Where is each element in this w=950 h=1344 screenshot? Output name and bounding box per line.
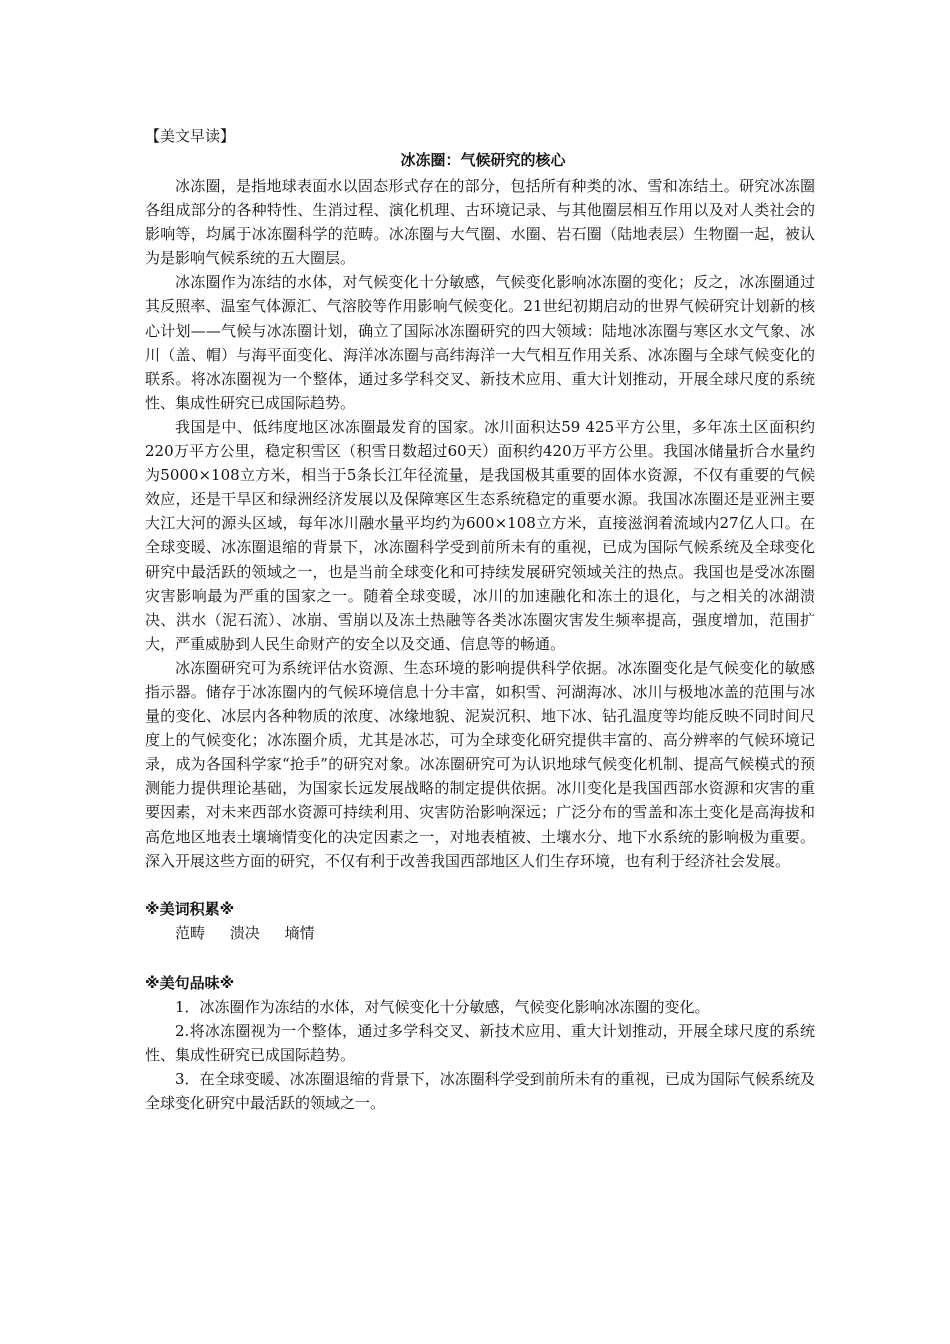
vocabulary-word: 墒情 bbox=[284, 923, 315, 942]
article-paragraph-4: 冰冻圈研究可为系统评估水资源、生态环境的影响提供科学依据。冰冻圈变化是气候变化的敏感指示器。储存于冰冻圈内的气候环境信息十分丰富，如积雪、河湖海冰、冰川与极地冰盖的范围与冰量的变化、冰层内各种物质的浓度、冰缘地貌、泥炭沉积、地下冰、钻孔温度等均能反映不同时间尺度上的气候变化；冰冻圈介质，尤其是冰芯，可为全球变化研究提供丰富的、高分辨率的气候环境记录，成为各国科学家“抢手”的研究对象。冰冻圈研究可为认识地球气候变化机制、提高气候模式的预测能力提供理论基础，为国家长远发展战略的制定提供依据。冰川变化是我国西部水资源和灾害的重要因素，对未来西部水资源可持续利用、灾害防治影响深远；广泛分布的雪盖和冻土变化是高海拔和高危地区地表土壤墒情变化的决定因素之一，对地表植被、土壤水分、地下水系统的影响极为重要。深入开展这些方面的研究，不仅有利于改善我国西部地区人们生存环境，也有利于经济社会发展。 bbox=[145, 658, 815, 870]
document-page bbox=[145, 124, 815, 1115]
vocabulary-list bbox=[145, 921, 815, 945]
article-paragraph-2: 冰冻圈作为冻结的水体，对气候变化十分敏感，气候变化影响冰冻圈的变化；反之，冰冻圈通过其反照率、温室气体源汇、气溶胶等作用影响气候变化。21世纪初期启动的世界气候研究计划新的核心计划——气候与冰冻圈计划，确立了国际冰冻圈研究的四大领域：陆地冰冻圈与寒区水文气象、冰川（盖、帽）与海平面变化、海洋冰冻圈与高纬海洋一大气相互作用关系、冰冻圈与全球气候变化的联系。将冰冻圈视为一个整体，通过多学科交叉、新技术应用、重大计划推动，开展全球尺度的系统性、集成性研究已成国际趋势。 bbox=[145, 273, 815, 412]
article-paragraph-1: 冰冻圈，是指地球表面水以固态形式存在的部分，包括所有种类的冰、雪和冻结土。研究冰冻圈各组成部分的各种特性、生消过程、演化机理、古环境记录、与其他圈层相互作用以及对人类社会的影响等，均属于冰冻圈科学的范畴。冰冻圈与大气圈、水圈、岩石圈（陆地表层）生物圈一起，被认为是影响气候系统的五大圈层。 bbox=[145, 177, 815, 268]
article-paragraph-3: 我国是中、低纬度地区冰冻圈最发育的国家。冰川面积达59 425平方公里，多年冻土区面积约220万平方公里，稳定积雪区（积雪日数超过60天）面积约420万平方公里。我国冰储量折合水量约为5000×108立方米，相当于5条长江年径流量，是我国极其重要的固体水资源，不仅有重要的气候效应，还是干旱区和绿洲经济发展以及保障寒区生态系统稳定的重要水源。我国冰冻圈还是亚洲主要大江大河的源头区域，每年冰川融水量平均约为600×108立方米，直接滋润着流域内27亿人口。在全球变暖、冰冻圈退缩的背景下，冰冻圈科学受到前所未有的重视，已成为国际气候系统及全球变化研究中最活跃的领域之一，也是当前全球变化和可持续发展研究领域关注的热点。我国也是受冰冻圈灾害影响最为严重的国家之一。随着全球变暖，冰川的加速融化和冻土的退化，与之相关的冰湖溃决、洪水（泥石流）、冰崩、雪崩以及冻土热融等各类冰冻圈灾害发生频率提高，强度增加，范围扩大，严重威胁到人民生命财产的安全以及交通、信息等的畅通。 bbox=[145, 417, 815, 653]
vocabulary-heading: ※美词积累※ bbox=[145, 899, 235, 918]
sentences-heading: ※美句品味※ bbox=[145, 973, 235, 992]
article-title: 冰冻圈：气候研究的核心 bbox=[400, 151, 566, 169]
vocabulary-word: 范畴 bbox=[175, 923, 206, 942]
sentence-item: 1．冰冻圈作为冻结的水体，对气候变化十分敏感，气候变化影响冰冻圈的变化。 bbox=[175, 997, 710, 1016]
article-body bbox=[145, 174, 815, 873]
sentence-item: 2.将冰冻圈视为一个整体，通过多学科交叉、新技术应用、重大计划推动，开展全球尺度的系统性、集成性研究已成国际趋势。 bbox=[145, 1021, 815, 1064]
sentences-list bbox=[145, 995, 815, 1115]
section-tag: 【美文早读】 bbox=[145, 127, 236, 145]
sentence-item: 3．在全球变暖、冰冻圈退缩的背景下，冰冻圈科学受到前所未有的重视，已成为国际气候系统及全球变化研究中最活跃的领域之一。 bbox=[145, 1070, 815, 1113]
vocabulary-word: 溃决 bbox=[229, 923, 260, 942]
